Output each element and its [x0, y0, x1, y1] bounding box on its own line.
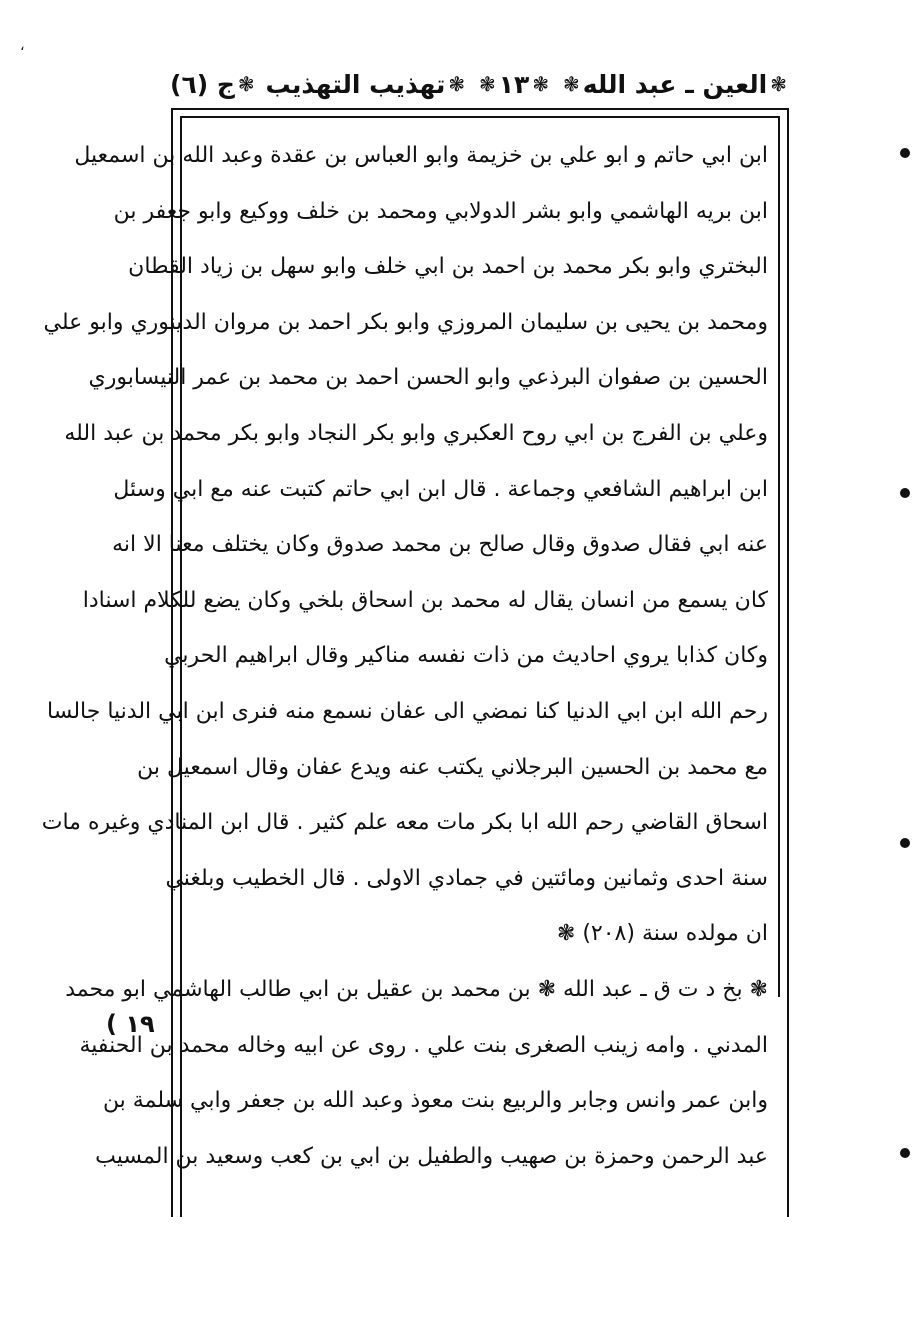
text-line: ومحمد بن يحيى بن سليمان المروزي وابو بكر احمد بن مروان الدينوري وابو علي — [43, 309, 768, 335]
text-line: وابن عمر وانس وجابر والربيع بنت معوذ وعبد الله بن جعفر وابي سلمة بن — [102, 1088, 768, 1114]
running-header — [170, 62, 790, 106]
text-line: المدني . وامه زينب الصغرى بنت علي . روى عن ابيه وخاله محمد بن الحنفية — [79, 1032, 768, 1058]
edge-mark — [900, 148, 910, 158]
edge-mark — [900, 488, 910, 498]
text-line: سنة احدى وثمانين ومائتين في جمادي الاولى . قال الخطيب وبلغني — [165, 865, 768, 891]
text-line: ابن ابي حاتم و ابو علي بن خزيمة وابو العباس بن عقدة وعبد الله بن اسمعيل — [74, 143, 768, 168]
text-line: البختري وابو بكر محمد بن احمد بن ابي خلف وابو سهل بن زياد القطان — [128, 254, 768, 280]
ornament-icon: ❃ — [562, 72, 580, 96]
text-line: ان مولده سنة (٢٠٨) ❃ — [556, 921, 768, 947]
ornament-icon: ❃ — [532, 72, 550, 96]
text-line: ابن ابراهيم الشافعي وجماعة . قال ابن ابي حاتم كتبت عنه مع ابي وسئل — [113, 476, 768, 502]
entry-heading-line: ❃ بخ د ت ق ـ عبد الله ❃ بن محمد بن عقيل بن ابي طالب الهاشمي ابو محمد — [65, 976, 768, 1002]
header-page-group — [476, 70, 552, 99]
margin-entry-number: ( ١٩ — [106, 1010, 155, 1038]
corner-mark: ، — [20, 38, 25, 54]
header-volume-group — [170, 70, 258, 99]
header-book-group — [266, 70, 469, 99]
header-volume: ج (٦) — [170, 69, 235, 99]
text-line: كان يسمع من انسان يقال له محمد بن اسحاق بلخي وكان يضع للكلام اسنادا — [82, 587, 768, 613]
header-section: العين ـ عبد الله — [582, 69, 768, 99]
ornament-icon: ❃ — [237, 72, 255, 96]
header-book-title: تهذيب التهذيب — [265, 69, 446, 99]
ornament-icon: ❃ — [479, 72, 496, 96]
text-line: وكان كذابا يروي احاديث من ذات نفسه مناكير وقال ابراهيم الحربي — [164, 643, 768, 669]
ornament-icon: ❃ — [448, 72, 466, 96]
edge-mark — [900, 1148, 910, 1158]
text-line: ابن بريه الهاشمي وابو بشر الدولابي ومحمد بن خلف ووكيع وابو جعفر بن — [113, 198, 768, 224]
text-line: عنه ابي فقال صدوق وقال صالح بن محمد صدوق وكان يختلف معنا الا انه — [112, 532, 768, 558]
edge-mark — [900, 838, 910, 848]
text-line: اسحاق القاضي رحم الله ابا بكر مات معه علم كثير . قال ابن المنادي وغيره مات — [41, 810, 768, 836]
text-line: وعلي بن الفرج بن ابي روح العكبري وابو بكر النجاد وابو بكر محمد بن عبد الله — [64, 420, 768, 446]
text-line: الحسين بن صفوان البرذعي وابو الحسن احمد بن محمد بن عمر النيسابوري — [88, 365, 768, 391]
text-line: عبد الرحمن وحمزة بن صهيب والطفيل بن ابي بن كعب وسعيد بن المسيب — [95, 1143, 768, 1169]
header-section-group — [560, 70, 790, 99]
header-page-number: ١٣ — [498, 69, 530, 99]
ornament-icon: ❃ — [770, 72, 787, 96]
text-line: رحم الله ابن ابي الدنيا كنا نمضي الى عفان نسمع منه فنرى ابن ابي الدنيا جالسا — [46, 698, 768, 724]
text-line: مع محمد بن الحسين البرجلاني يكتب عنه ويدع عفان وقال اسمعيل بن — [137, 754, 768, 780]
